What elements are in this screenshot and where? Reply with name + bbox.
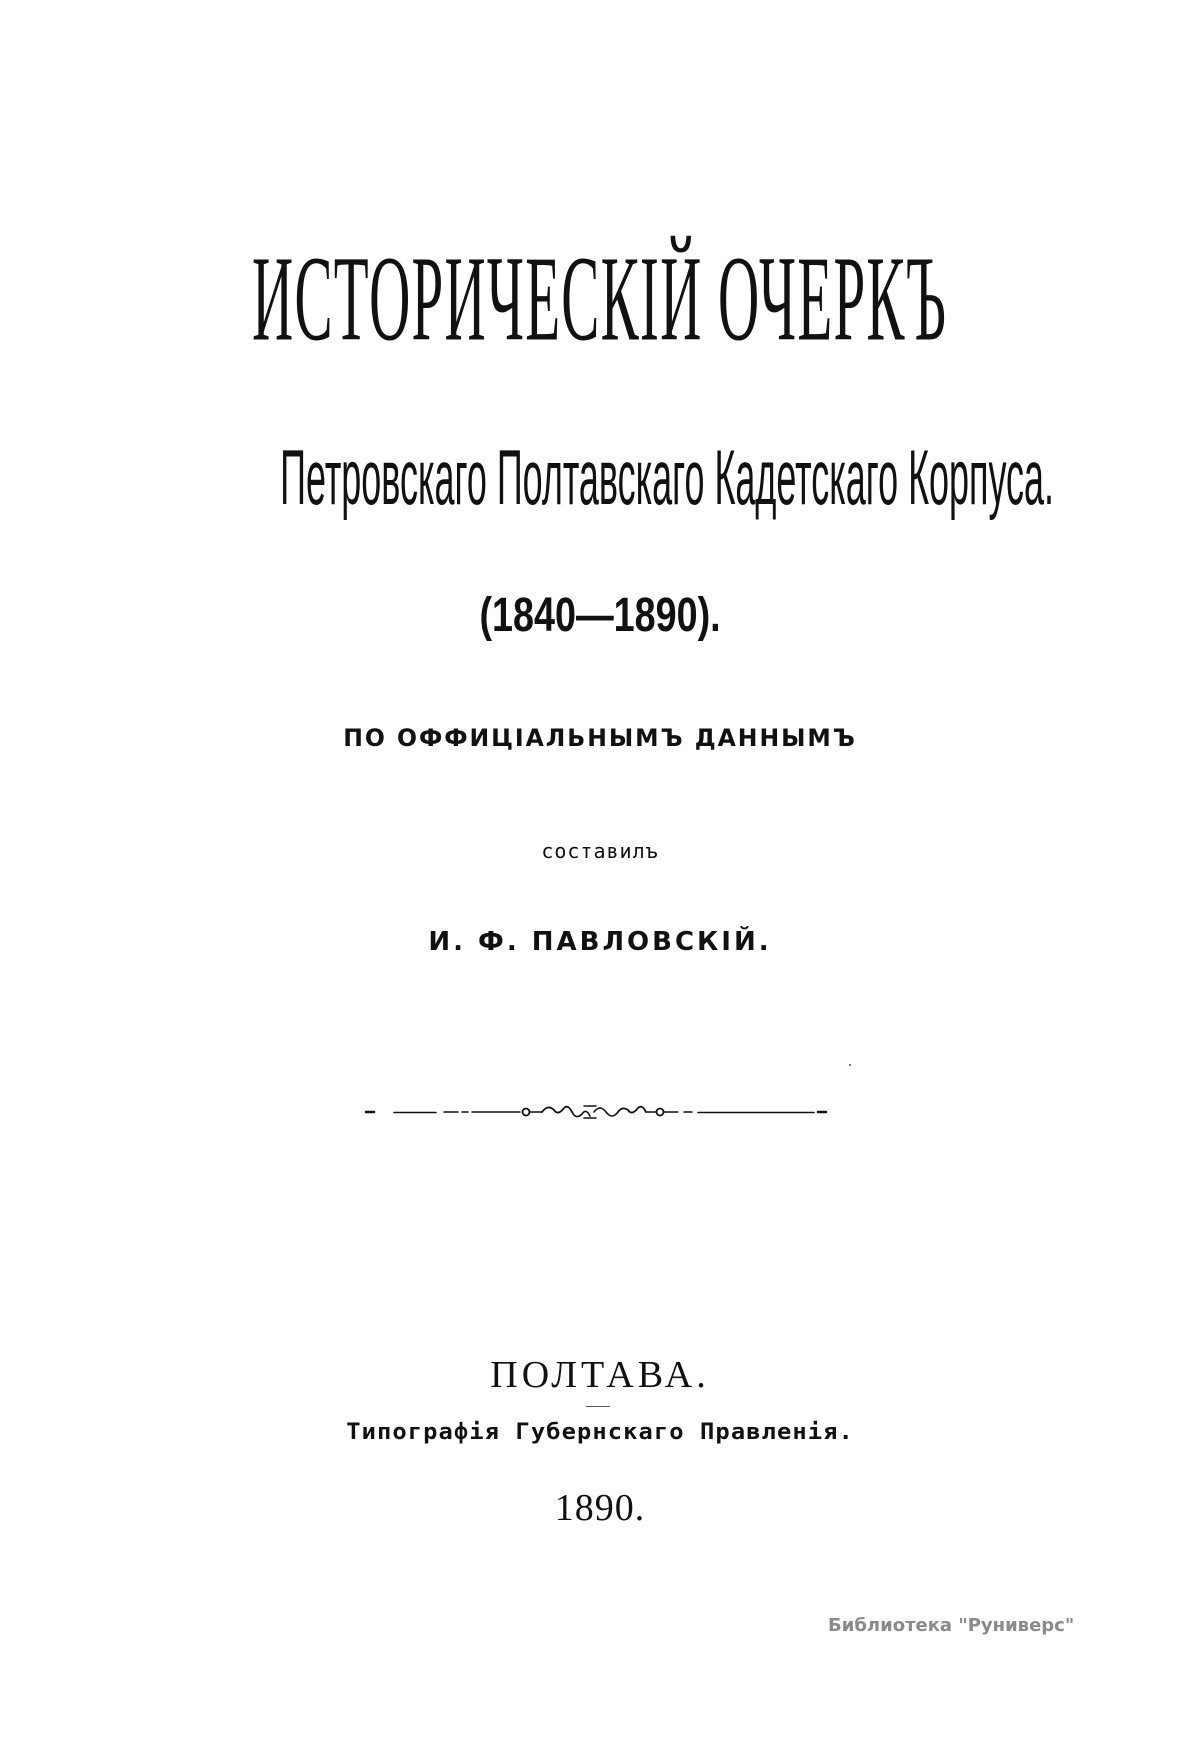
source-note: ПО ОФФИЦІАЛЬНЫМЪ ДАННЫМЪ [343,724,857,752]
imprint-press: Типографія Губернскаго Правленія. [346,1420,854,1445]
author-name: И. Ф. ПАВЛОВСКІЙ. [428,927,772,957]
divider-ornament-icon [360,1100,830,1124]
year-range: (1840—1890). [479,586,721,642]
library-watermark: Библиотека "Руниверс" [828,1615,1075,1636]
book-subtitle: Петровскаго Полтавскаго Кадетскаго Корпуса. [280,435,1055,522]
print-speck [849,1064,851,1066]
imprint-year: 1890. [554,1487,646,1529]
book-title: ИСТОРИЧЕСКІЙ ОЧЕРКЪ [252,231,948,367]
compiled-by-label: составилъ [541,839,659,863]
imprint-rule [586,1406,610,1407]
imprint-city: ПОЛТАВА. [490,1354,710,1396]
